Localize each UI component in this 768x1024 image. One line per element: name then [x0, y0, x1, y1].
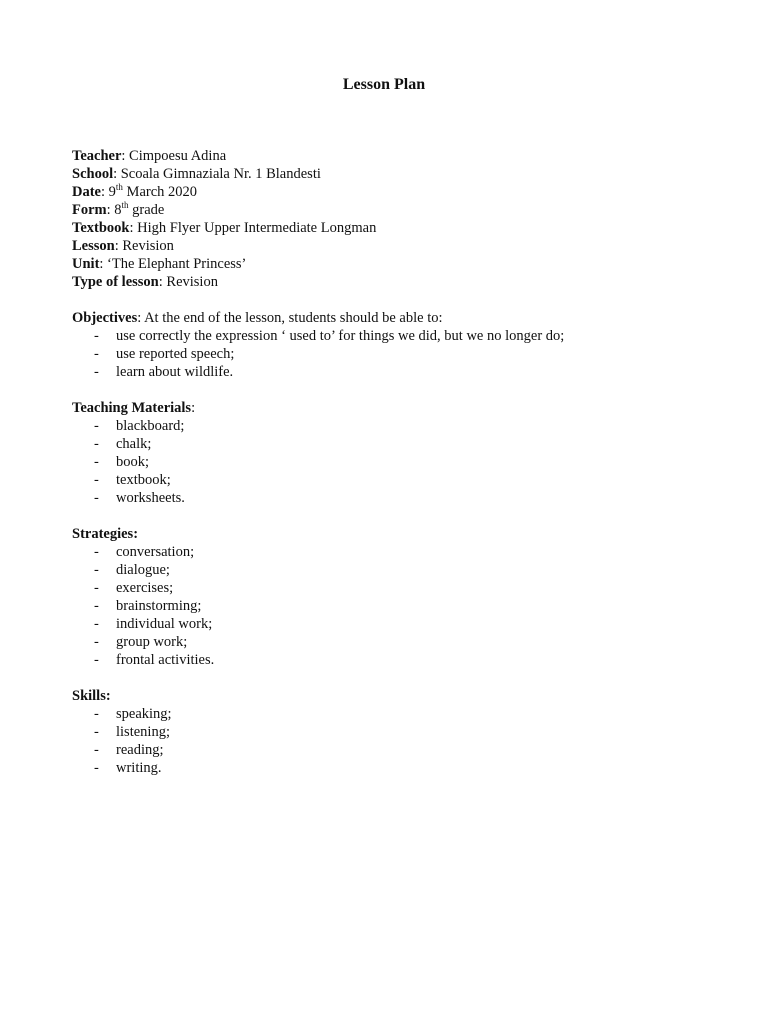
list-item-text: writing. — [116, 760, 162, 776]
dash-bullet: - — [94, 346, 99, 362]
objectives-heading — [72, 309, 712, 327]
textbook-line — [72, 219, 712, 237]
objectives-label: Objectives — [72, 310, 138, 326]
skills-list — [72, 705, 712, 777]
list-item — [72, 579, 712, 597]
lesson-label: Lesson — [72, 238, 115, 254]
lesson-value: : Revision — [114, 238, 174, 254]
dash-bullet: - — [94, 652, 99, 668]
dash-bullet: - — [94, 490, 99, 506]
list-item — [72, 435, 712, 453]
dash-bullet: - — [94, 760, 99, 776]
list-item-text: group work; — [116, 634, 188, 650]
list-item — [72, 615, 712, 633]
list-item-text: individual work; — [116, 616, 213, 632]
dash-bullet: - — [94, 436, 99, 452]
type-label: Type of lesson — [72, 274, 159, 290]
objectives-list — [72, 327, 712, 381]
unit-line — [72, 255, 712, 273]
dash-bullet: - — [94, 724, 99, 740]
unit-value: : ‘The Elephant Princess’ — [99, 256, 247, 272]
dash-bullet: - — [94, 598, 99, 614]
dash-bullet: - — [94, 742, 99, 758]
dash-bullet: - — [94, 616, 99, 632]
list-item — [72, 345, 712, 363]
list-item — [72, 489, 712, 507]
spacer — [72, 669, 712, 687]
page-title: Lesson Plan — [342, 76, 426, 93]
list-item — [72, 363, 712, 381]
type-line — [72, 273, 712, 291]
list-item — [72, 561, 712, 579]
list-item-text: exercises; — [116, 580, 174, 596]
materials-heading — [72, 399, 712, 417]
list-item-text: textbook; — [116, 472, 171, 488]
dash-bullet: - — [94, 580, 99, 596]
dash-bullet: - — [94, 544, 99, 560]
materials-list — [72, 417, 712, 507]
form-line — [72, 201, 712, 219]
date-month-year: March 2020 — [122, 184, 198, 200]
dash-bullet: - — [94, 706, 99, 722]
form-grade: grade — [128, 202, 165, 218]
list-item-text: speaking; — [116, 706, 172, 722]
list-item-text: learn about wildlife. — [116, 364, 234, 380]
textbook-label: Textbook — [72, 220, 130, 236]
list-item-text: use reported speech; — [116, 346, 235, 362]
list-item — [72, 723, 712, 741]
date-label: Date — [72, 184, 101, 200]
school-line — [72, 165, 712, 183]
form-label: Form — [72, 202, 107, 218]
list-item-text: brainstorming; — [116, 598, 202, 614]
list-item — [72, 651, 712, 669]
spacer — [72, 381, 712, 399]
dash-bullet: - — [94, 454, 99, 470]
list-item — [72, 417, 712, 435]
dash-bullet: - — [94, 418, 99, 434]
date-suffix-sup: th — [115, 182, 123, 193]
list-item — [72, 327, 712, 345]
spacer — [72, 291, 712, 309]
list-item-text: conversation; — [116, 544, 195, 560]
dash-bullet: - — [94, 472, 99, 488]
list-item — [72, 543, 712, 561]
objectives-intro: : At the end of the lesson, students should be able to: — [137, 310, 443, 326]
form-number: : 8 — [106, 202, 122, 218]
school-value: : Scoala Gimnaziala Nr. 1 Blandesti — [113, 166, 321, 182]
teacher-label: Teacher — [72, 148, 122, 164]
textbook-value: : High Flyer Upper Intermediate Longman — [129, 220, 377, 236]
strategies-label: Strategies: — [72, 526, 139, 542]
list-item-text: reading; — [116, 742, 164, 758]
list-item — [72, 597, 712, 615]
materials-colon: : — [191, 400, 196, 416]
list-item — [72, 453, 712, 471]
list-item — [72, 759, 712, 777]
type-value: : Revision — [158, 274, 218, 290]
list-item-text: chalk; — [116, 436, 152, 452]
list-item-text: blackboard; — [116, 418, 185, 434]
skills-label: Skills: — [72, 688, 111, 704]
list-item — [72, 633, 712, 651]
dash-bullet: - — [94, 364, 99, 380]
dash-bullet: - — [94, 634, 99, 650]
date-line — [72, 183, 712, 201]
form-suffix-sup: th — [121, 200, 129, 211]
teacher-value: : Cimpoesu Adina — [121, 148, 227, 164]
list-item — [72, 705, 712, 723]
list-item-text: frontal activities. — [116, 652, 215, 668]
dash-bullet: - — [94, 562, 99, 578]
list-item — [72, 471, 712, 489]
strategies-list — [72, 543, 712, 669]
strategies-heading — [72, 525, 712, 543]
date-day: : 9 — [101, 184, 116, 200]
lesson-line — [72, 237, 712, 255]
list-item-text: listening; — [116, 724, 170, 740]
list-item-text: dialogue; — [116, 562, 170, 578]
teacher-line — [72, 147, 712, 165]
unit-label: Unit — [72, 256, 100, 272]
skills-heading — [72, 687, 712, 705]
list-item-text: worksheets. — [116, 490, 185, 506]
list-item — [72, 741, 712, 759]
lesson-content — [72, 147, 712, 777]
materials-label: Teaching Materials — [72, 400, 192, 416]
spacer — [72, 507, 712, 525]
dash-bullet: - — [94, 328, 99, 344]
list-item-text: use correctly the expression ‘ used to’ for things we did, but we no longer do; — [116, 328, 565, 344]
school-label: School — [72, 166, 114, 182]
list-item-text: book; — [116, 454, 150, 470]
